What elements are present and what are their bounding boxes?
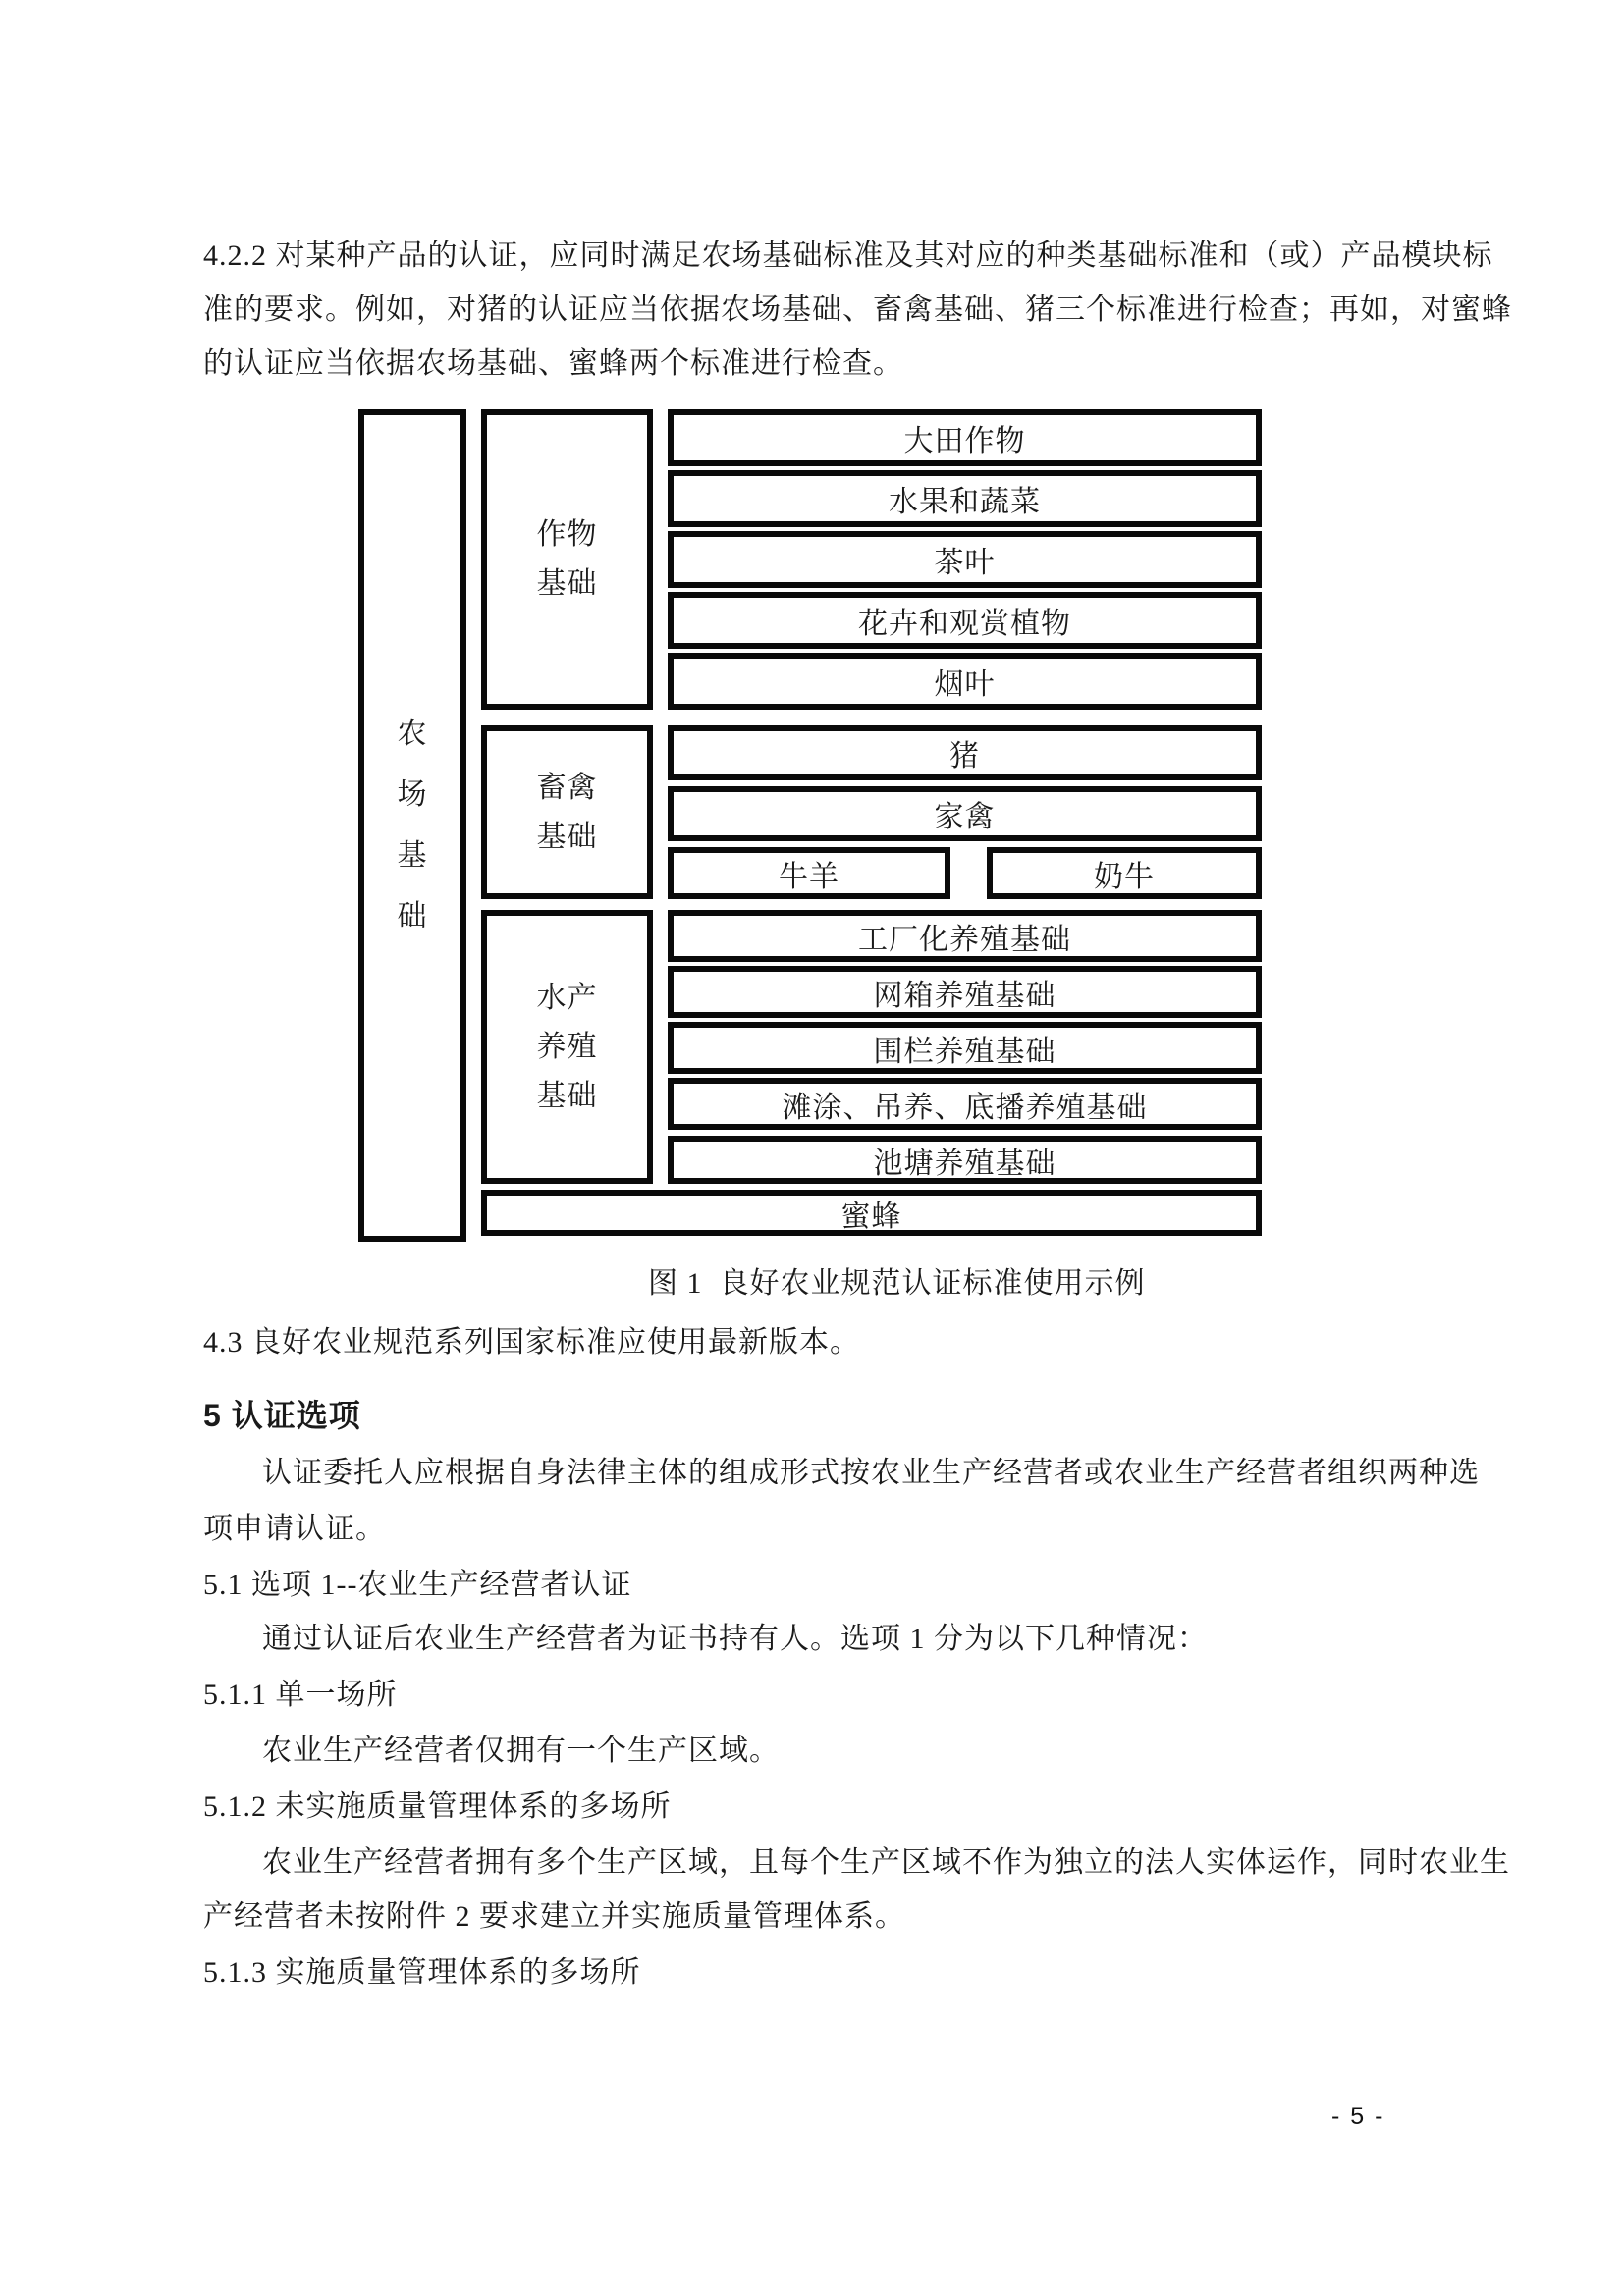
crop-base-label: 作物基础 [536,518,598,600]
figure-item-pen-aquaculture: 围栏养殖基础 [668,1022,1262,1074]
section-5-1-body: 通过认证后农业生产经营者为证书持有人。选项 1 分为以下几种情况： [262,1623,1208,1655]
section-5-1-2-body-line-1: 农业生产经营者拥有多个生产区域，且每个生产区域不作为独立的法人实体运作，同时农业生 [262,1846,1510,1879]
livestock-base-label: 畜禽基础 [536,771,598,853]
section-5-1-1-heading: 5.1.1 单一场所 [203,1679,398,1711]
figure-item-tobacco: 烟叶 [668,653,1262,710]
paragraph-4-2-2-line-3: 的认证应当依据农场基础、蜜蜂两个标准进行检查。 [203,347,903,380]
section-5-1-2-heading: 5.1.2 未实施质量管理体系的多场所 [203,1790,672,1823]
figure-item-pond-aquaculture: 池塘养殖基础 [668,1136,1262,1184]
figure-item-field-crops: 大田作物 [668,409,1262,466]
figure-item-cattle-sheep: 牛羊 [668,847,950,899]
aquaculture-base-group-box [481,910,653,1184]
section-5-intro-line-2: 项申请认证。 [203,1513,386,1545]
figure-item-poultry: 家禽 [668,786,1262,841]
section-5-1-1-body: 农业生产经营者仅拥有一个生产区域。 [262,1735,780,1767]
section-5-1-2-body-line-2: 产经营者未按附件 2 要求建立并实施质量管理体系。 [203,1900,905,1933]
figure-item-bee: 蜜蜂 [481,1190,1262,1236]
figure-item-flowers-ornamental-plants: 花卉和观赏植物 [668,592,1262,649]
aquaculture-base-label: 水产养殖基础 [536,981,598,1112]
figure-item-pig: 猪 [668,725,1262,780]
crop-base-group-box [481,409,653,710]
figure-1 [358,409,1262,1242]
farm-base-label: 农场基础 [397,718,428,933]
livestock-base-group-box [481,725,653,899]
figure-item-fruits-vegetables: 水果和蔬菜 [668,470,1262,527]
figure-item-cage-aquaculture: 网箱养殖基础 [668,966,1262,1018]
page-number: - 5 - [1331,2103,1385,2130]
section-5-heading: 5 认证选项 [203,1398,361,1433]
paragraph-4-2-2-line-1: 4.2.2 对某种产品的认证，应同时满足农场基础标准及其对应的种类基础标准和（或）产品模块标 [203,240,1493,272]
figure-item-mudflat-aquaculture: 滩涂、吊养、底播养殖基础 [668,1078,1262,1130]
section-5-1-heading: 5.1 选项 1--农业生产经营者认证 [203,1569,632,1601]
farm-base-box [358,409,466,1242]
figure-item-factory-aquaculture: 工厂化养殖基础 [668,910,1262,962]
paragraph-4-3: 4.3 良好农业规范系列国家标准应使用最新版本。 [203,1326,860,1359]
paragraph-4-2-2-line-2: 准的要求。例如，对猪的认证应当依据农场基础、畜禽基础、猪三个标准进行检查；再如，对蜜蜂 [203,294,1512,326]
figure-item-tea: 茶叶 [668,531,1262,588]
section-5-intro-line-1: 认证委托人应根据自身法律主体的组成形式按农业生产经营者或农业生产经营者组织两种选 [262,1457,1480,1489]
figure-item-dairy-cattle: 奶牛 [987,847,1262,899]
figure-caption: 图 1 良好农业规范认证标准使用示例 [648,1267,1146,1300]
section-5-1-3-heading: 5.1.3 实施质量管理体系的多场所 [203,1956,641,1989]
